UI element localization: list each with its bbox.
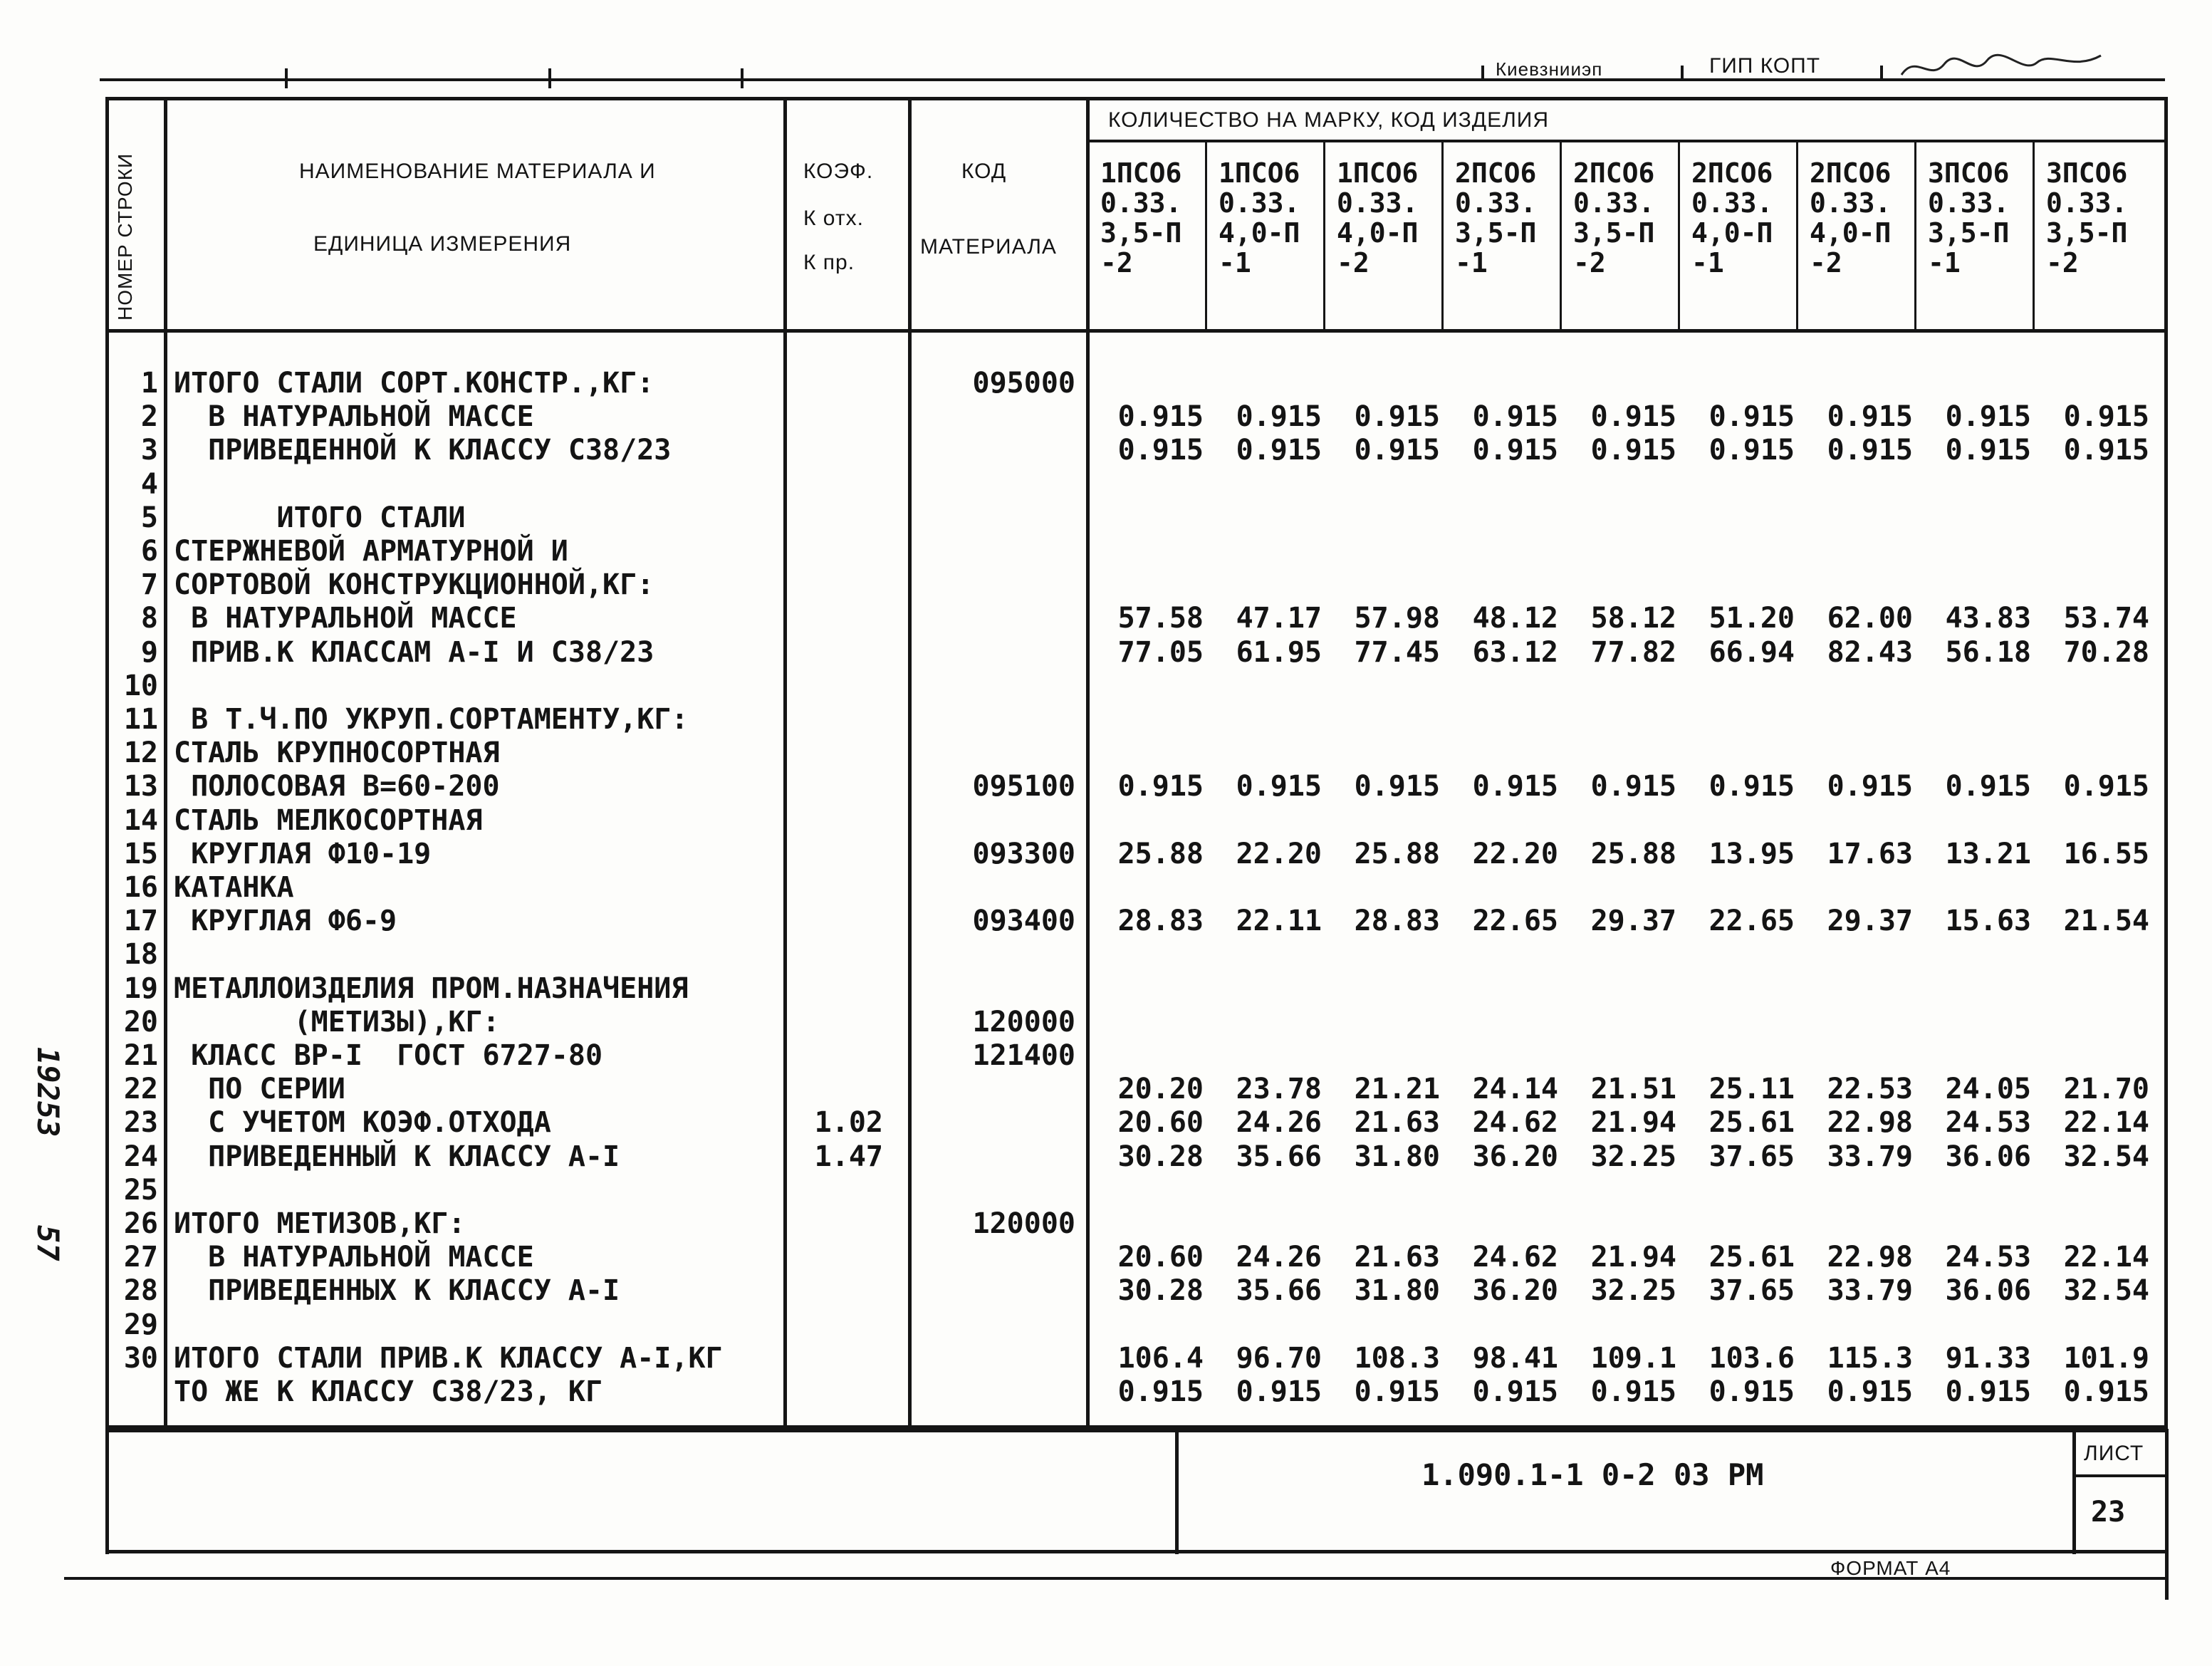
- stamp-code: ГИП КОПТ: [1709, 54, 1821, 78]
- row-value: 0.915: [1354, 770, 1440, 803]
- row-number: 11: [123, 703, 158, 736]
- row-number: 17: [123, 905, 158, 937]
- row-value: 103.6: [1708, 1342, 1795, 1375]
- row-value: 25.61: [1708, 1106, 1795, 1139]
- row-value: 0.915: [1472, 434, 1558, 467]
- mark-header: 1ПСО6 0.33. 4,0-П -2: [1337, 157, 1419, 278]
- row-value: 21.94: [1590, 1241, 1676, 1274]
- tick: [1880, 66, 1883, 81]
- row-number: 21: [123, 1039, 158, 1072]
- row-number: 14: [123, 804, 158, 837]
- row-value: 25.88: [1590, 838, 1676, 870]
- margin-number-1: 19253: [31, 1047, 66, 1137]
- row-value: 96.70: [1236, 1342, 1322, 1375]
- row-value: 48.12: [1472, 602, 1558, 635]
- row-value: 22.20: [1472, 838, 1558, 870]
- row-material: В Т.Ч.ПО УКРУП.СОРТАМЕНТУ,КГ:: [174, 703, 689, 736]
- row-material: КЛАСС ВР-I ГОСТ 6727-80: [174, 1039, 603, 1072]
- row-value: 29.37: [1827, 905, 1913, 937]
- format-label: ФОРМАТ А4: [1830, 1557, 1951, 1579]
- col-line: [783, 97, 787, 1429]
- row-material-code: 120000: [972, 1006, 1075, 1038]
- header-row-no: НОМЕР СТРОКИ: [114, 152, 136, 321]
- row-value: 0.915: [2063, 770, 2149, 803]
- row-value: 0.915: [1236, 400, 1322, 433]
- sheet-label: ЛИСТ: [2084, 1442, 2144, 1465]
- mark-header: 2ПСО6 0.33. 4,0-П -1: [1691, 157, 1773, 278]
- row-value: 98.41: [1472, 1342, 1558, 1375]
- row-value: 36.06: [1945, 1140, 2031, 1173]
- row-material: СТАЛЬ КРУПНОСОРТНАЯ: [174, 736, 500, 769]
- row-value: 0.915: [1827, 434, 1913, 467]
- row-value: 32.54: [2063, 1274, 2149, 1307]
- row-value: 61.95: [1236, 636, 1322, 669]
- row-value: 0.915: [1472, 1375, 1558, 1408]
- header-material-1: НАИМЕНОВАНИЕ МАТЕРИАЛА И: [299, 160, 656, 183]
- row-value: 0.915: [1354, 400, 1440, 433]
- row-value: 106.4: [1117, 1342, 1204, 1375]
- footer-sep: [1175, 1429, 1179, 1554]
- row-value: 0.915: [1827, 770, 1913, 803]
- mark-header: 2ПСО6 0.33. 3,5-П -2: [1573, 157, 1655, 278]
- row-number: 19: [123, 972, 158, 1005]
- row-value: 22.14: [2063, 1106, 2149, 1139]
- row-material: СТЕРЖНЕВОЙ АРМАТУРНОЙ И: [174, 535, 568, 568]
- row-value: 0.915: [2063, 434, 2149, 467]
- row-value: 25.11: [1708, 1073, 1795, 1105]
- row-value: 20.60: [1117, 1106, 1204, 1139]
- row-material: КАТАНКА: [174, 871, 294, 904]
- row-value: 35.66: [1236, 1140, 1322, 1173]
- top-border: [100, 78, 2165, 81]
- row-material: МЕТАЛЛОИЗДЕЛИЯ ПРОМ.НАЗНАЧЕНИЯ: [174, 972, 689, 1005]
- row-value: 62.00: [1827, 602, 1913, 635]
- col-line: [1086, 97, 1090, 1429]
- row-value: 0.915: [2063, 1375, 2149, 1408]
- row-value: 36.20: [1472, 1140, 1558, 1173]
- row-number: 27: [123, 1241, 158, 1274]
- sheet-divider: [2072, 1474, 2168, 1477]
- row-value: 0.915: [1945, 1375, 2031, 1408]
- col-line: [908, 97, 912, 1429]
- row-material-code: 093400: [972, 905, 1075, 937]
- row-number: 29: [123, 1308, 158, 1341]
- header-quantity: КОЛИЧЕСТВО НА МАРКУ, КОД ИЗДЕЛИЯ: [1108, 108, 1550, 132]
- row-value: 21.63: [1354, 1106, 1440, 1139]
- row-number: 13: [123, 770, 158, 803]
- row-value: 51.20: [1708, 602, 1795, 635]
- row-material-code: 121400: [972, 1039, 1075, 1072]
- row-value: 108.3: [1354, 1342, 1440, 1375]
- row-value: 0.915: [1945, 400, 2031, 433]
- row-material: ИТОГО МЕТИЗОВ,КГ:: [174, 1207, 466, 1240]
- row-number: 18: [123, 938, 158, 971]
- row-material: В НАТУРАЛЬНОЙ МАССЕ: [174, 400, 534, 433]
- row-value: 20.20: [1117, 1073, 1204, 1105]
- tick: [1481, 66, 1484, 81]
- row-value: 0.915: [1354, 1375, 1440, 1408]
- row-material: СТАЛЬ МЕЛКОСОРТНАЯ: [174, 804, 483, 837]
- row-material: ИТОГО СТАЛИ ПРИВ.К КЛАССУ А-I,КГ: [174, 1342, 723, 1375]
- row-value: 21.51: [1590, 1073, 1676, 1105]
- row-value: 32.54: [2063, 1140, 2149, 1173]
- row-number: 26: [123, 1207, 158, 1240]
- row-number: 24: [123, 1140, 158, 1173]
- row-value: 0.915: [1708, 434, 1795, 467]
- row-value: 0.915: [1236, 434, 1322, 467]
- row-value: 57.98: [1354, 602, 1440, 635]
- row-value: 43.83: [1945, 602, 2031, 635]
- col-line: [164, 97, 167, 1429]
- row-value: 0.915: [1945, 770, 2031, 803]
- row-material: ПОЛОСОВАЯ В=60-200: [174, 770, 500, 803]
- stamp-org: Киевзнииэп: [1496, 58, 1603, 80]
- row-number: 20: [123, 1006, 158, 1038]
- row-value: 21.21: [1354, 1073, 1440, 1105]
- row-value: 21.94: [1590, 1106, 1676, 1139]
- row-material: ПРИВЕДЕННЫХ К КЛАССУ А-I: [174, 1274, 620, 1307]
- row-material: ПРИВ.К КЛАССАМ А-I И С38/23: [174, 636, 654, 669]
- row-value: 0.915: [1590, 400, 1676, 433]
- row-number: 4: [140, 468, 158, 501]
- row-value: 22.11: [1236, 905, 1322, 937]
- row-value: 24.26: [1236, 1241, 1322, 1274]
- row-value: 77.82: [1590, 636, 1676, 669]
- row-number: 1: [140, 367, 158, 400]
- row-material-code: 120000: [972, 1207, 1075, 1240]
- row-material: СОРТОВОЙ КОНСТРУКЦИОННОЙ,КГ:: [174, 568, 654, 601]
- tick: [285, 68, 288, 88]
- row-value: 0.915: [1472, 770, 1558, 803]
- row-material: ТО ЖЕ К КЛАССУ С38/23, КГ: [174, 1375, 603, 1408]
- row-material: КРУГЛАЯ Ф6-9: [174, 905, 397, 937]
- row-value: 22.65: [1708, 905, 1795, 937]
- row-value: 36.06: [1945, 1274, 2031, 1307]
- row-value: 16.55: [2063, 838, 2149, 870]
- row-value: 91.33: [1945, 1342, 2031, 1375]
- row-number: 7: [140, 568, 158, 601]
- row-value: 0.915: [1117, 400, 1204, 433]
- row-value: 13.21: [1945, 838, 2031, 870]
- row-value: 22.53: [1827, 1073, 1913, 1105]
- row-number: 5: [140, 501, 158, 534]
- footer-left: [105, 1429, 109, 1554]
- row-material-code: 095000: [972, 367, 1075, 400]
- row-number: 16: [123, 871, 158, 904]
- row-value: 0.915: [1117, 434, 1204, 467]
- row-value: 47.17: [1236, 602, 1322, 635]
- row-value: 31.80: [1354, 1274, 1440, 1307]
- row-value: 56.18: [1945, 636, 2031, 669]
- row-value: 57.58: [1117, 602, 1204, 635]
- row-material: ПО СЕРИИ: [174, 1073, 345, 1105]
- row-number: 2: [140, 400, 158, 433]
- row-value: 0.915: [1236, 770, 1322, 803]
- footer-sep-2: [2072, 1429, 2076, 1554]
- row-number: 28: [123, 1274, 158, 1307]
- signature-icon: [1894, 50, 2108, 85]
- mark-header: 2ПСО6 0.33. 3,5-П -1: [1455, 157, 1537, 278]
- row-value: 0.915: [1472, 400, 1558, 433]
- row-material: (МЕТИЗЫ),КГ:: [174, 1006, 500, 1038]
- row-value: 24.53: [1945, 1106, 2031, 1139]
- row-value: 25.61: [1708, 1241, 1795, 1274]
- row-material: ИТОГО СТАЛИ СОРТ.КОНСТР.,КГ:: [174, 367, 654, 400]
- row-value: 28.83: [1117, 905, 1204, 937]
- row-value: 0.915: [1236, 1375, 1322, 1408]
- row-value: 33.79: [1827, 1140, 1913, 1173]
- row-material: В НАТУРАЛЬНОЙ МАССЕ: [174, 602, 517, 635]
- row-value: 37.65: [1708, 1140, 1795, 1173]
- row-value: 0.915: [1354, 434, 1440, 467]
- row-value: 101.9: [2063, 1342, 2149, 1375]
- row-value: 0.915: [1827, 1375, 1913, 1408]
- row-value: 33.79: [1827, 1274, 1913, 1307]
- mark-header: 3ПСО6 0.33. 3,5-П -1: [1928, 157, 2010, 278]
- row-number: 23: [123, 1106, 158, 1139]
- row-value: 24.62: [1472, 1106, 1558, 1139]
- row-value: 0.915: [1827, 400, 1913, 433]
- document-code: 1.090.1-1 0-2 03 РМ: [1421, 1457, 1764, 1492]
- tick: [741, 68, 744, 88]
- row-value: 24.53: [1945, 1241, 2031, 1274]
- footer-right: [2165, 1429, 2169, 1600]
- header-coef-1: КОЭФ.: [803, 160, 874, 183]
- row-value: 22.14: [2063, 1241, 2149, 1274]
- row-value: 30.28: [1117, 1140, 1204, 1173]
- row-value: 0.915: [2063, 400, 2149, 433]
- mark-header: 1ПСО6 0.33. 4,0-П -1: [1219, 157, 1300, 278]
- row-material: ПРИВЕДЕННЫЙ К КЛАССУ А-I: [174, 1140, 620, 1173]
- row-value: 0.915: [1590, 770, 1676, 803]
- header-material-2: ЕДИНИЦА ИЗМЕРЕНИЯ: [313, 232, 572, 256]
- row-value: 22.20: [1236, 838, 1322, 870]
- tick: [1681, 66, 1684, 81]
- row-coefficient: 1.47: [814, 1140, 883, 1173]
- row-value: 32.25: [1590, 1140, 1676, 1173]
- row-value: 77.45: [1354, 636, 1440, 669]
- row-value: 24.62: [1472, 1241, 1558, 1274]
- row-value: 0.915: [1117, 770, 1204, 803]
- row-value: 22.98: [1827, 1106, 1913, 1139]
- row-material: В НАТУРАЛЬНОЙ МАССЕ: [174, 1241, 534, 1274]
- row-value: 63.12: [1472, 636, 1558, 669]
- row-number: 3: [140, 434, 158, 467]
- header-coef-2: К отх.: [803, 207, 864, 230]
- margin-number-2: 57: [31, 1225, 66, 1261]
- row-value: 21.70: [2063, 1073, 2149, 1105]
- mark-header: 3ПСО6 0.33. 3,5-П -2: [2046, 157, 2128, 278]
- row-value: 23.78: [1236, 1073, 1322, 1105]
- row-value: 30.28: [1117, 1274, 1204, 1307]
- row-value: 22.65: [1472, 905, 1558, 937]
- row-value: 0.915: [1590, 434, 1676, 467]
- row-value: 0.915: [1708, 400, 1795, 433]
- row-number: 12: [123, 736, 158, 769]
- row-number: 15: [123, 838, 158, 870]
- row-value: 115.3: [1827, 1342, 1913, 1375]
- tick: [548, 68, 551, 88]
- sheet-number: 23: [2091, 1496, 2126, 1529]
- row-value: 77.05: [1117, 636, 1204, 669]
- row-value: 15.63: [1945, 905, 2031, 937]
- header-code-2: МАТЕРИАЛА: [920, 235, 1057, 259]
- row-material: ИТОГО СТАЛИ: [174, 501, 466, 534]
- row-value: 20.60: [1117, 1241, 1204, 1274]
- row-number: 10: [123, 670, 158, 702]
- row-number: 6: [140, 535, 158, 568]
- row-value: 82.43: [1827, 636, 1913, 669]
- row-value: 66.94: [1708, 636, 1795, 669]
- row-number: 25: [123, 1174, 158, 1207]
- row-value: 24.14: [1472, 1073, 1558, 1105]
- footer-top: [105, 1429, 2168, 1432]
- row-material: С УЧЕТОМ КОЭФ.ОТХОДА: [174, 1106, 551, 1139]
- row-value: 25.88: [1354, 838, 1440, 870]
- row-value: 28.83: [1354, 905, 1440, 937]
- row-value: 0.915: [1590, 1375, 1676, 1408]
- row-number: 30: [123, 1342, 158, 1375]
- mark-header: 1ПСО6 0.33. 3,5-П -2: [1100, 157, 1182, 278]
- row-value: 32.25: [1590, 1274, 1676, 1307]
- row-value: 0.915: [1708, 770, 1795, 803]
- row-value: 13.95: [1708, 838, 1795, 870]
- row-value: 36.20: [1472, 1274, 1558, 1307]
- row-value: 0.915: [1117, 1375, 1204, 1408]
- footer-bottom: [105, 1550, 2168, 1553]
- row-value: 29.37: [1590, 905, 1676, 937]
- row-value: 0.915: [1708, 1375, 1795, 1408]
- row-number: 9: [140, 636, 158, 669]
- row-value: 25.88: [1117, 838, 1204, 870]
- row-material-code: 093300: [972, 838, 1075, 870]
- row-value: 37.65: [1708, 1274, 1795, 1307]
- row-value: 109.1: [1590, 1342, 1676, 1375]
- header-divider: [105, 329, 2168, 333]
- row-number: 22: [123, 1073, 158, 1105]
- quantity-divider: [1086, 140, 2168, 142]
- row-value: 0.915: [1945, 434, 2031, 467]
- mark-header: 2ПСО6 0.33. 4,0-П -2: [1810, 157, 1892, 278]
- row-value: 24.26: [1236, 1106, 1322, 1139]
- row-material-code: 095100: [972, 770, 1075, 803]
- row-value: 21.63: [1354, 1241, 1440, 1274]
- row-material: ПРИВЕДЕННОЙ К КЛАССУ С38/23: [174, 434, 672, 467]
- row-value: 24.05: [1945, 1073, 2031, 1105]
- row-value: 35.66: [1236, 1274, 1322, 1307]
- header-coef-3: К пр.: [803, 251, 855, 274]
- row-value: 58.12: [1590, 602, 1676, 635]
- row-value: 22.98: [1827, 1241, 1913, 1274]
- row-value: 70.28: [2063, 636, 2149, 669]
- row-value: 31.80: [1354, 1140, 1440, 1173]
- row-coefficient: 1.02: [814, 1106, 883, 1139]
- row-value: 17.63: [1827, 838, 1913, 870]
- row-number: 8: [140, 602, 158, 635]
- row-value: 53.74: [2063, 602, 2149, 635]
- row-material: КРУГЛАЯ Ф10-19: [174, 838, 432, 870]
- header-code-1: КОД: [961, 160, 1007, 183]
- row-value: 21.54: [2063, 905, 2149, 937]
